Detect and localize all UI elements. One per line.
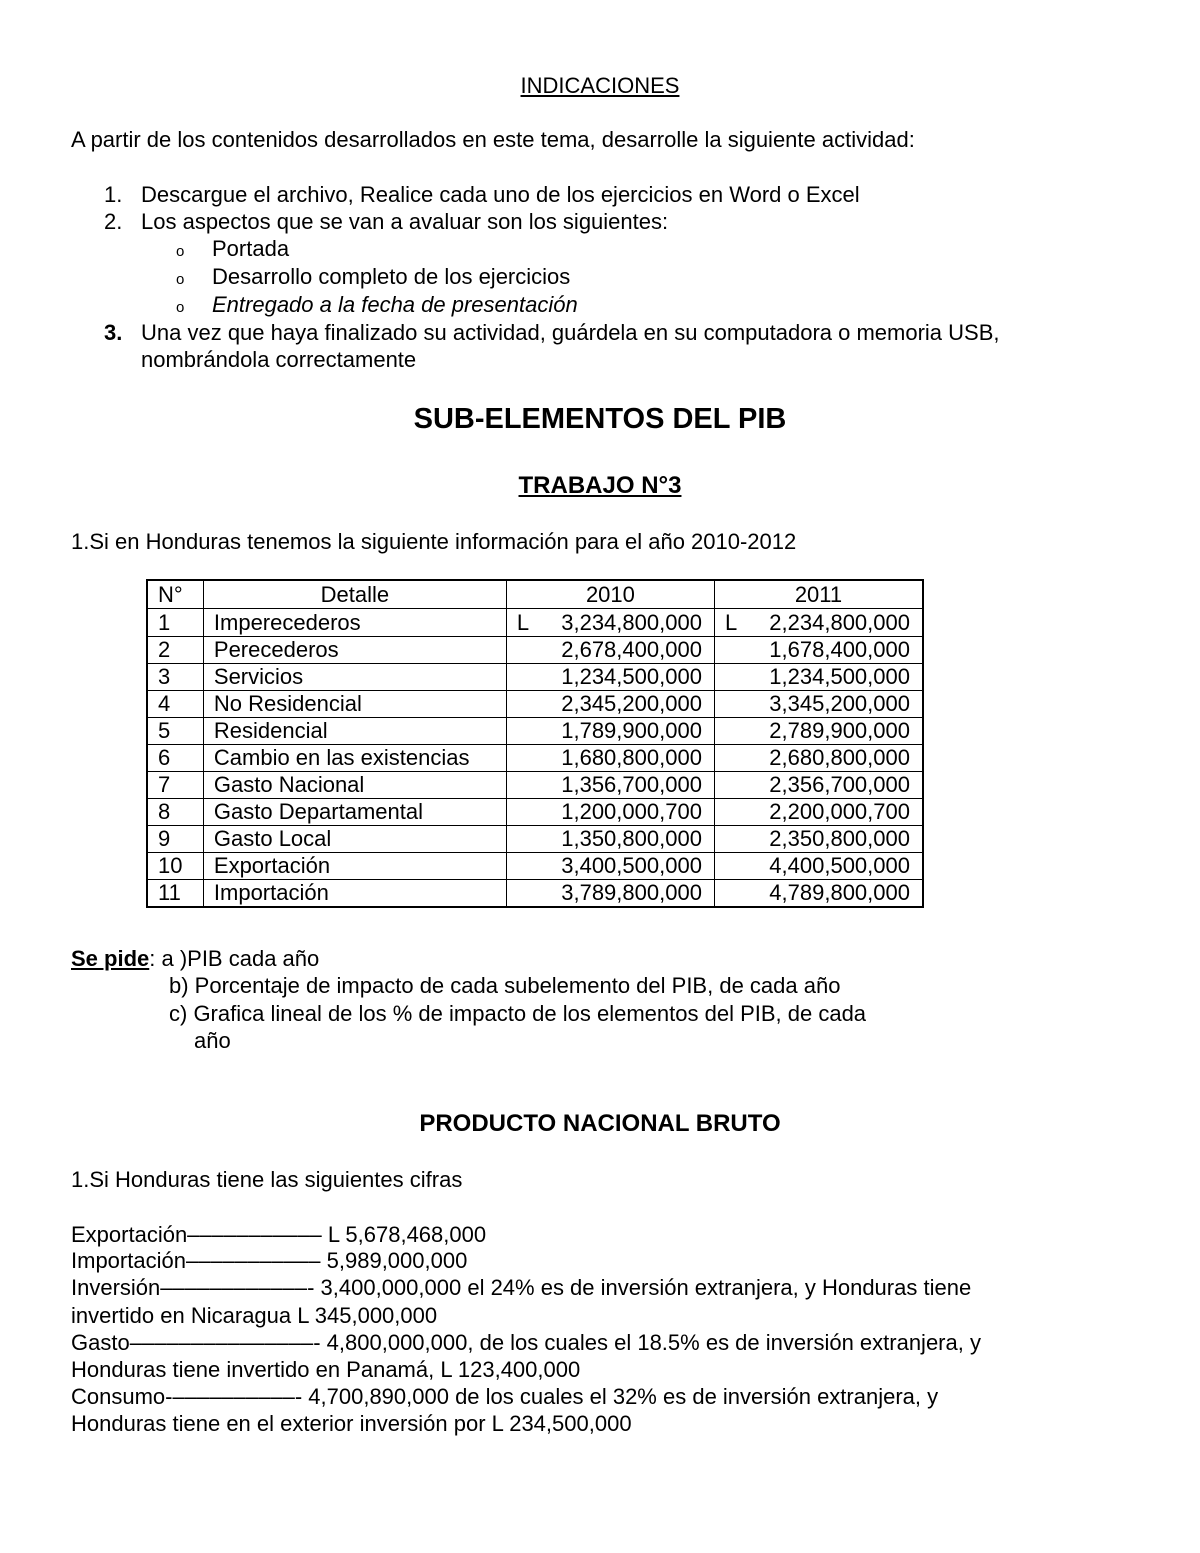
table-cell <box>506 880 714 908</box>
table-cell <box>714 799 923 826</box>
cell-value: 2,680,800,000 <box>769 745 910 770</box>
table-cell <box>714 853 923 880</box>
table-cell <box>506 718 714 745</box>
cell-value: 2,350,800,000 <box>769 826 910 851</box>
cell-value: 1 <box>158 610 171 635</box>
cell-value: 2,789,900,000 <box>769 718 910 743</box>
cell-value: 3 <box>158 664 171 689</box>
table-cell <box>714 718 923 745</box>
cell-value: 3,234,800,000 <box>561 610 702 635</box>
cell-value: Perecederos <box>213 637 339 662</box>
data-table <box>146 579 924 908</box>
cell-value: 1,356,700,000 <box>561 772 702 797</box>
table-cell <box>506 609 714 637</box>
se-pide-line <box>71 945 319 972</box>
section-heading: SUB-ELEMENTOS DEL PIB <box>413 403 787 435</box>
cell-value: 3,400,500,000 <box>561 853 702 878</box>
table-row <box>147 609 923 637</box>
table-cell <box>203 772 506 799</box>
table-cell <box>506 799 714 826</box>
figure-line: Exportación––––––––––– L 5,678,468,000 <box>71 1222 487 1247</box>
table-cell <box>714 772 923 799</box>
cell-value: 1,680,800,000 <box>561 745 702 770</box>
table-cell <box>506 691 714 718</box>
cell-value: 3,789,800,000 <box>561 880 702 905</box>
table-cell <box>506 853 714 880</box>
cell-value: 2,234,800,000 <box>769 610 910 635</box>
table-row <box>147 826 923 853</box>
table-cell <box>147 826 203 853</box>
step-text-continued: nombrándola correctamente <box>141 347 417 372</box>
cell-value: 3,345,200,000 <box>769 691 910 716</box>
cell-value: 10 <box>158 853 183 878</box>
figure-line: Consumo-––––––––––- 4,700,890,000 de los cuales el 32% es de inversión extranjera, y <box>71 1384 939 1409</box>
cell-value: 1,234,500,000 <box>561 664 702 689</box>
section-subheading: TRABAJO N°3 <box>518 472 682 499</box>
table-cell <box>714 826 923 853</box>
table-cell <box>147 772 203 799</box>
cell-value: Importación <box>213 880 329 905</box>
table-row <box>147 853 923 880</box>
se-pide-a: : a )PIB cada año <box>149 946 320 971</box>
indicaciones-title: INDICACIONES <box>520 73 680 98</box>
table-cell <box>147 664 203 691</box>
figure-line: Inversión––––––––––––- 3,400,000,000 el 24% es de inversión extranjera, y Honduras tiene <box>71 1275 972 1300</box>
table-row <box>147 880 923 908</box>
cell-value: Gasto Nacional <box>213 772 365 797</box>
cell-value: 2,678,400,000 <box>561 637 702 662</box>
table-row <box>147 691 923 718</box>
subitem-text: Entregado a la fecha de presentación <box>212 292 578 317</box>
step-number: 2. <box>104 209 123 234</box>
table-cell <box>203 691 506 718</box>
cell-value: 2,345,200,000 <box>561 691 702 716</box>
figure-line: Honduras tiene en el exterior inversión por L 234,500,000 <box>71 1411 632 1436</box>
table-row <box>147 745 923 772</box>
figure-line: Importación––––––––––– 5,989,000,000 <box>71 1248 468 1273</box>
cell-value: 1,200,000,700 <box>561 799 702 824</box>
cell-value: 1,678,400,000 <box>769 637 910 662</box>
cell-value: Exportación <box>213 853 331 878</box>
table-cell <box>203 637 506 664</box>
cell-value: 7 <box>158 772 171 797</box>
table-cell <box>714 664 923 691</box>
cell-value: 1,234,500,000 <box>769 664 910 689</box>
bullet-icon: o <box>176 299 185 316</box>
cell-value: Residencial <box>213 718 328 743</box>
se-pide-c-continued: año <box>194 1028 231 1053</box>
table-cell <box>203 880 506 908</box>
cell-value: Imperecederos <box>213 610 361 635</box>
table-cell <box>714 691 923 718</box>
table-cell <box>506 664 714 691</box>
question-text: 1.Si en Honduras tenemos la siguiente información para el año 2010-2012 <box>71 529 797 554</box>
cell-value: Servicios <box>213 664 304 689</box>
cell-value: 2,200,000,700 <box>769 799 910 824</box>
table-row <box>147 664 923 691</box>
table-cell <box>506 745 714 772</box>
cell-value: 4 <box>158 691 171 716</box>
cell-value: 8 <box>158 799 171 824</box>
table-cell <box>714 745 923 772</box>
se-pide-c: c) Grafica lineal de los % de impacto de los elementos del PIB, de cada <box>169 1001 867 1026</box>
table-cell <box>203 718 506 745</box>
cell-value: 4,400,500,000 <box>769 853 910 878</box>
cell-value: 5 <box>158 718 171 743</box>
table-cell <box>714 880 923 908</box>
bullet-icon: o <box>176 271 185 288</box>
table-cell <box>203 853 506 880</box>
step-text: Los aspectos que se van a avaluar son los siguientes: <box>141 209 669 234</box>
table-row <box>147 772 923 799</box>
cell-value: 6 <box>158 745 171 770</box>
cell-value: 2,356,700,000 <box>769 772 910 797</box>
table-cell <box>203 826 506 853</box>
table-cell <box>506 826 714 853</box>
subitem-text: Portada <box>212 236 290 261</box>
cell-value: Cambio en las existencias <box>213 745 470 770</box>
figure-line: Gasto–––––––––––––––- 4,800,000,000, de los cuales el 18.5% es de inversión extranjera, y <box>71 1330 981 1355</box>
currency-symbol: L <box>516 610 530 635</box>
cell-value: Gasto Departamental <box>213 799 423 824</box>
table-cell <box>506 637 714 664</box>
table-header-row <box>147 580 923 609</box>
table-cell <box>714 637 923 664</box>
table-cell <box>147 691 203 718</box>
table-header-cell: N° <box>147 580 203 609</box>
table-row <box>147 718 923 745</box>
step-number: 3. <box>104 320 123 345</box>
currency-symbol: L <box>724 610 738 635</box>
step-text: Una vez que haya finalizado su actividad, guárdela en su computadora o memoria USB, <box>141 320 1000 345</box>
table-header-cell: 2011 <box>714 580 923 609</box>
indicaciones-intro: A partir de los contenidos desarrollados en este tema, desarrolle la siguiente actividad: <box>71 127 915 152</box>
table-cell <box>203 799 506 826</box>
table-cell <box>203 609 506 637</box>
table-cell <box>147 799 203 826</box>
cell-value: 4,789,800,000 <box>769 880 910 905</box>
section-heading: PRODUCTO NACIONAL BRUTO <box>419 1110 781 1137</box>
table-header-cell: Detalle <box>203 580 506 609</box>
table-row <box>147 637 923 664</box>
table-cell <box>147 853 203 880</box>
table-cell <box>147 718 203 745</box>
table-cell <box>147 745 203 772</box>
question-text: 1.Si Honduras tiene las siguientes cifras <box>71 1167 463 1192</box>
cell-value: Gasto Local <box>213 826 332 851</box>
table-cell <box>506 772 714 799</box>
cell-value: 1,350,800,000 <box>561 826 702 851</box>
table-cell <box>203 745 506 772</box>
table-cell <box>714 609 923 637</box>
table-cell <box>147 880 203 908</box>
bullet-icon: o <box>176 243 185 260</box>
se-pide-b: b) Porcentaje de impacto de cada subelemento del PIB, de cada año <box>169 973 841 998</box>
cell-value: 11 <box>158 880 181 905</box>
step-number: 1. <box>104 182 123 207</box>
table-cell <box>147 637 203 664</box>
step-text: Descargue el archivo, Realice cada uno de los ejercicios en Word o Excel <box>141 182 860 207</box>
cell-value: No Residencial <box>213 691 362 716</box>
figure-line: Honduras tiene invertido en Panamá, L 123,400,000 <box>71 1357 581 1382</box>
table-cell <box>203 664 506 691</box>
table-row <box>147 799 923 826</box>
cell-value: 2 <box>158 637 171 662</box>
cell-value: 9 <box>158 826 171 851</box>
table-cell <box>147 609 203 637</box>
subitem-text: Desarrollo completo de los ejercicios <box>212 264 571 289</box>
se-pide-label: Se pide <box>71 946 150 971</box>
cell-value: 1,789,900,000 <box>561 718 702 743</box>
table-header-cell: 2010 <box>506 580 714 609</box>
figure-line: invertido en Nicaragua L 345,000,000 <box>71 1303 438 1328</box>
